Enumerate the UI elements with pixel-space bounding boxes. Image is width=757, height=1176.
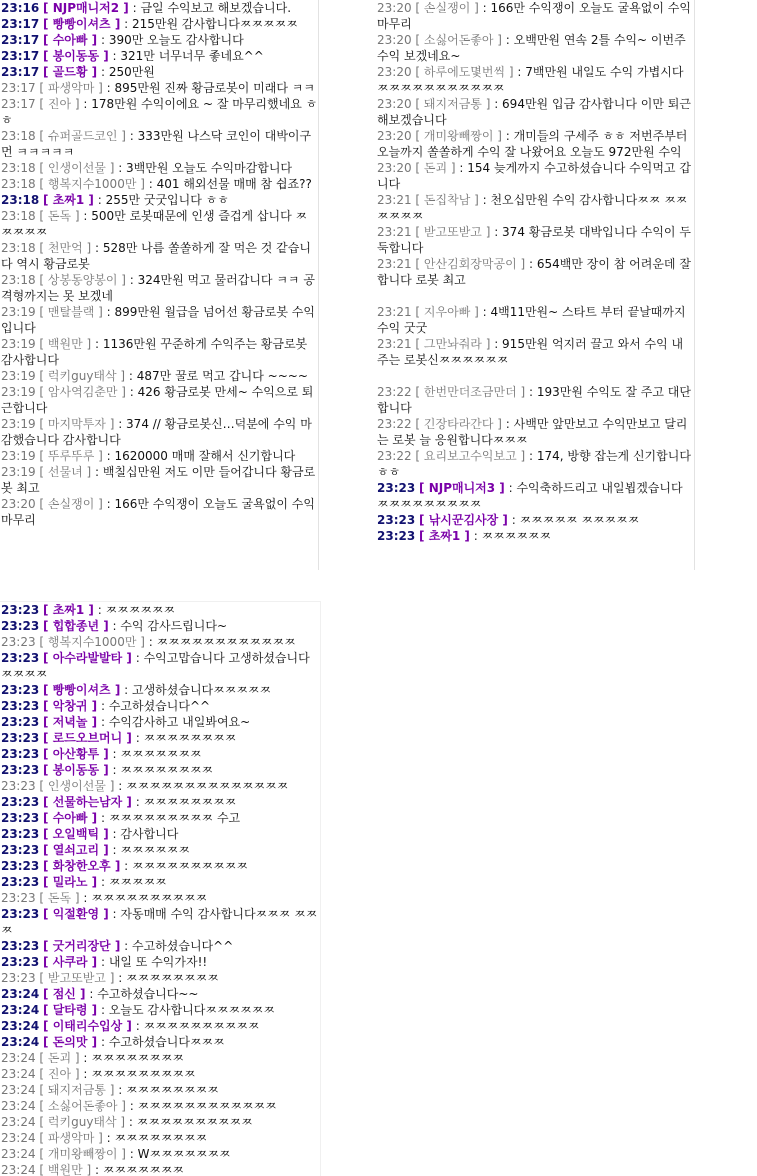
message-timestamp: 23:23 [1,875,40,889]
chat-message: 23:24 [ 점신 ] : 수고하셨습니다~~ [1,987,199,1001]
chat-message: 23:20 [ 소싫어돈좋아 ] : 오백만원 연속 2틀 수익~ 이번주 수익 보겠네요~ [377,33,686,63]
chat-message: 23:19 [ 맨탈블랙 ] : 899만원 월급을 넘어선 황금로봇 수익입니다 [1,305,315,335]
message-username: [ 상봉동양봉이 ] [39,273,126,287]
message-username: [ 돼지저금통 ] [39,1083,115,1097]
chat-log-panel-2[interactable] [376,0,695,570]
message-username: [ 돈독 ] [39,209,80,223]
message-text: 324만원 먹고 물러갑니다 ㅋㅋ 공격형까지는 못 보겠네 [1,273,315,303]
message-timestamp: 23:17 [1,65,40,79]
message-text: ㅉㅉㅉㅉㅉㅉ [481,529,552,543]
message-text: ㅉㅉㅉㅉㅉㅉㅉㅉ [126,971,219,985]
chat-message: 23:19 [ 뚜루뚜루 ] : 1620000 매매 잘해서 신기합니다 [1,449,296,463]
chat-message: 23:21 [ 안산김회장막공이 ] : 654백만 장이 참 어려운데 잘합니다 로봇 최고 [377,257,691,287]
message-text: 7백만원 내일도 수익 가볍시다ㅉㅉㅉㅉㅉㅉㅉㅉㅉㅉㅉ [377,65,684,95]
message-text: 1620000 매매 잘해서 신기합니다 [114,449,296,463]
chat-message: 23:18 [ 인생이선물 ] : 3백만원 오늘도 수익마감합니다 [1,161,293,175]
message-username: [ 아산황투 ] [43,747,109,761]
chat-message: 23:23 [ 로드오브머니 ] : ㅉㅉㅉㅉㅉㅉㅉㅉ [1,731,237,745]
chat-message: 23:20 [ 손실쟁이 ] : 166만 수익쟁이 오늘도 굴욕없이 수익 마무리 [377,1,691,31]
message-timestamp: 23:23 [377,513,416,527]
chat-message: 23:23 [ 화창한오후 ] : ㅉㅉㅉㅉㅉㅉㅉㅉㅉㅉ [1,859,248,873]
chat-message: 23:20 [ 손실쟁이 ] : 166만 수익쟁이 오늘도 굴욕없이 수익 마무리 [1,497,315,527]
message-username: [ 받고또받고 ] [415,225,491,239]
message-timestamp: 23:23 [1,971,36,985]
message-text: 수익고맙습니다 고생하셨습니다ㅉㅉㅉㅉ [1,651,310,681]
chat-message: 23:17 [ 진아 ] : 178만원 수익이에요 ~ 잘 마무리했네요 ㅎㅎ [1,97,318,127]
message-username: [ 돼지저금통 ] [415,97,491,111]
message-text: 528만 나름 쏠쏠하게 잘 먹은 것 같습니다 역시 황금로봇 [1,241,311,271]
chat-message: 23:20 [ 돈괴 ] : 154 늦게까지 수고하셨습니다 수익먹고 갑니다 [377,161,691,191]
message-timestamp: 23:22 [377,385,412,399]
message-text: ㅉㅉㅉㅉㅉㅉㅉㅉ [126,1083,219,1097]
message-text: 자동매매 수익 감사합니다ㅉㅉㅉ ㅉㅉㅉ [1,907,318,937]
message-text: ㅉㅉㅉㅉㅉㅉㅉㅉㅉㅉ [91,891,208,905]
message-timestamp: 23:19 [1,417,36,431]
chat-message: 23:24 [ 파생악마 ] : ㅉㅉㅉㅉㅉㅉㅉㅉ [1,1131,208,1145]
message-timestamp: 23:23 [1,763,40,777]
message-timestamp: 23:24 [1,1051,36,1065]
chat-message: 23:21 [ 받고또받고 ] : 374 황금로봇 대박입니다 수익이 두둑합니다 [377,225,691,255]
message-timestamp: 23:18 [1,161,36,175]
message-timestamp: 23:24 [1,1067,36,1081]
message-text: 감사합니다 [120,827,179,841]
message-timestamp: 23:16 [1,1,40,15]
chat-message: 23:19 [ 럭키guy태삭 ] : 487만 꿀로 먹고 갑니다 ~~~~ [1,369,308,383]
message-username: [ 봉이동동 ] [43,49,109,63]
chat-message: 23:23 [ 받고또받고 ] : ㅉㅉㅉㅉㅉㅉㅉㅉ [1,971,219,985]
chat-message: 23:23 [ 열쇠고리 ] : ㅉㅉㅉㅉㅉㅉ [1,843,190,857]
message-text: ㅉㅉㅉㅉㅉㅉㅉㅉ [91,1051,185,1065]
message-timestamp: 23:24 [1,1035,40,1049]
message-text: 255만 굿굿입니다 ㅎㅎ [105,193,229,207]
message-timestamp: 23:20 [377,161,412,175]
message-text: ㅉㅉㅉㅉㅉㅉㅉㅉㅉㅉ [136,1115,253,1129]
chat-message: 23:24 [ 달타령 ] : 오늘도 감사합니다ㅉㅉㅉㅉㅉㅉ [1,1003,275,1017]
message-timestamp: 23:19 [1,337,36,351]
chat-message: 23:16 [ NJP매니저2 ] : 금일 수익보고 해보겠습니다. [1,1,292,15]
message-username: [ 럭키guy태삭 ] [39,369,126,383]
chat-message: 23:24 [ 돼지저금통 ] : ㅉㅉㅉㅉㅉㅉㅉㅉ [1,1083,219,1097]
chat-message: 23:22 [ 요리보고수익보고 ] : 174, 방향 잡는게 신기합니다ㅎㅎ [377,449,691,479]
message-timestamp: 23:21 [377,337,412,351]
message-username: [ 초짜1 ] [43,603,94,617]
message-text: 178만원 수익이에요 ~ 잘 마무리했네요 ㅎㅎ [1,97,318,127]
message-timestamp: 23:20 [377,129,412,143]
message-timestamp: 23:20 [1,497,36,511]
message-text: 915만원 억지러 끌고 와서 수익 내주는 로봇신ㅉㅉㅉㅉㅉㅉ [377,337,684,367]
message-timestamp: 23:23 [1,859,40,873]
message-username: [ 소싫어돈좋아 ] [415,33,502,47]
message-timestamp: 23:21 [377,193,412,207]
chat-message: 23:17 [ 봉이동동 ] : 321만 너무너무 좋네요^^ [1,49,264,63]
message-username: [ 선물녀 ] [39,465,92,479]
message-text: 694만원 입금 감사합니다 이만 퇴근해보겠습니다 [377,97,691,127]
chat-message: 23:17 [ 빵빵이셔츠 ] : 215만원 감사합니다ㅉㅉㅉㅉㅉ [1,17,298,31]
message-username: [ 로드오브머니 ] [43,731,132,745]
message-text: 899만원 월급을 넘어선 황금로봇 수익입니다 [1,305,315,335]
message-username: [ 파생악마 ] [39,1131,103,1145]
chat-message: 23:23 [ 수아빠 ] : ㅉㅉㅉㅉㅉㅉㅉㅉㅉ 수고 [1,811,241,825]
message-timestamp: 23:18 [1,273,36,287]
chat-message: 23:23 [ 굿거리장단 ] : 수고하셨습니다^^ [1,939,234,953]
message-username: [ 굿거리장단 ] [43,939,121,953]
message-username: [ 초짜1 ] [43,193,94,207]
chat-message: 23:23 [ 악창귀 ] : 수고하셨습니다^^ [1,699,211,713]
message-username: [ 뚜루뚜루 ] [39,449,103,463]
message-text: 수고하셨습니다ㅉㅉㅉ [108,1035,225,1049]
message-text: ㅉㅉㅉㅉㅉㅉㅉㅉ [143,795,237,809]
message-text: 개미들의 구세주 ㅎㅎ 저번주부터 오늘까지 쏠쏠하게 수익 잘 나왔어요 오늘도 972만원 수익 [377,129,688,159]
message-username: [ 손실쟁이 ] [415,1,479,15]
chat-blank-line [376,288,694,304]
message-timestamp: 23:23 [1,635,36,649]
message-text: 500만 로봇때문에 인생 즐겁게 삽니다 ㅉㅉㅉㅉㅉ [1,209,308,239]
chat-log-panel-3[interactable] [0,601,321,1176]
message-username: [ 행복지수1000만 ] [39,177,145,191]
message-text: ㅉㅉㅉㅉㅉㅉㅉ [120,747,202,761]
chat-message: 23:21 [ 지우아빠 ] : 4백11만원~ 스타트 부터 끝날때까지 수익 굿굿 [377,305,686,335]
message-timestamp: 23:22 [377,449,412,463]
message-username: [ 오일백틱 ] [43,827,109,841]
message-username: [ 달타령 ] [43,1003,98,1017]
message-username: [ 빵빵이셔츠 ] [43,683,121,697]
message-text: 654백만 장이 참 어려운데 잘합니다 로봇 최고 [377,257,691,287]
message-text: ㅉㅉㅉㅉㅉㅉㅉㅉㅉㅉ [143,1019,260,1033]
message-username: [ 그만놔줘라 ] [415,337,491,351]
message-timestamp: 23:17 [1,49,40,63]
message-username: [ 돈집착남 ] [415,193,479,207]
message-timestamp: 23:24 [1,987,40,1001]
message-username: [ 익절환영 ] [43,907,109,921]
message-username: [ 맨탈블랙 ] [39,305,103,319]
chat-message: 23:24 [ 진아 ] : ㅉㅉㅉㅉㅉㅉㅉㅉㅉ [1,1067,196,1081]
message-username: [ 긴장타라간다 ] [415,417,502,431]
chat-message: 23:17 [ 파생악마 ] : 895만원 진짜 황금로봇이 미래다 ㅋㅋ [1,81,315,95]
message-text: 321만 너무너무 좋네요^^ [120,49,264,63]
chat-message: 23:24 [ 이태리수입상 ] : ㅉㅉㅉㅉㅉㅉㅉㅉㅉㅉ [1,1019,260,1033]
message-timestamp: 23:20 [377,65,412,79]
chat-message: 23:23 [ 초짜1 ] : ㅉㅉㅉㅉㅉㅉ [377,529,552,543]
message-timestamp: 23:23 [1,891,36,905]
message-username: [ 악창귀 ] [43,699,98,713]
chat-message: 23:23 [ 인생이선물 ] : ㅉㅉㅉㅉㅉㅉㅉㅉㅉㅉㅉㅉㅉㅉ [1,779,289,793]
message-username: [ 화창한오후 ] [43,859,121,873]
chat-message: 23:18 [ 초짜1 ] : 255만 굿굿입니다 ㅎㅎ [1,193,229,207]
message-username: [ 요리보고수익보고 ] [415,449,526,463]
message-timestamp: 23:24 [1,1083,36,1097]
chat-message: 23:24 [ 개미왕빼짱이 ] : Wㅉㅉㅉㅉㅉㅉㅉ [1,1147,231,1161]
message-timestamp: 23:17 [1,33,40,47]
message-timestamp: 23:19 [1,305,36,319]
chat-message: 23:18 [ 돈독 ] : 500만 로봇때문에 인생 즐겁게 삽니다 ㅉㅉㅉㅉㅉ [1,209,308,239]
message-username: [ 인생이선물 ] [39,779,115,793]
chat-message: 23:23 [ 익절환영 ] : 자동매매 수익 감사합니다ㅉㅉㅉ ㅉㅉㅉ [1,907,318,937]
message-text: 내일 또 수익가자!! [108,955,208,969]
message-username: [ 백원만 ] [39,337,92,351]
chat-message: 23:24 [ 돈괴 ] : ㅉㅉㅉㅉㅉㅉㅉㅉ [1,1051,185,1065]
message-text: 895만원 진짜 황금로봇이 미래다 ㅋㅋ [114,81,315,95]
message-username: [ 선물하는남자 ] [43,795,132,809]
message-username: [ 골드황 ] [43,65,98,79]
chat-message: 23:23 [ 행복지수1000만 ] : ㅉㅉㅉㅉㅉㅉㅉㅉㅉㅉㅉㅉ [1,635,296,649]
chat-message: 23:18 [ 행복지수1000만 ] : 401 해외선물 매매 참 쉽죠?? [1,177,312,191]
message-timestamp: 23:23 [1,715,40,729]
chat-message: 23:23 [ 빵빵이셔츠 ] : 고생하셨습니다ㅉㅉㅉㅉㅉ [1,683,272,697]
message-username: [ 한번만더조금만더 ] [415,385,526,399]
chat-message: 23:23 [ 돈독 ] : ㅉㅉㅉㅉㅉㅉㅉㅉㅉㅉ [1,891,208,905]
message-text: ㅉㅉㅉㅉㅉㅉ [105,603,176,617]
message-username: [ 인생이선물 ] [39,161,115,175]
message-text: ㅉㅉㅉㅉㅉㅉㅉㅉㅉㅉ [132,859,248,873]
chat-message: 23:23 [ 봉이동동 ] : ㅉㅉㅉㅉㅉㅉㅉㅉ [1,763,214,777]
message-timestamp: 23:20 [377,33,412,47]
message-username: [ 진아 ] [39,1067,80,1081]
message-username: [ 아수라발발타 ] [43,651,132,665]
message-username: [ 수아빠 ] [43,33,98,47]
chat-message: 23:22 [ 한번만더조금만더 ] : 193만원 수익도 잘 주고 대단합니다 [377,385,691,415]
message-timestamp: 23:18 [1,177,36,191]
chat-message: 23:23 [ 저녁놀 ] : 수익감사하고 내일봐여요~ [1,715,251,729]
message-timestamp: 23:23 [1,907,40,921]
chat-log-panel-1[interactable] [0,0,319,570]
message-timestamp: 23:20 [377,1,412,15]
chat-message: 23:23 [ 아수라발발타 ] : 수익고맙습니다 고생하셨습니다ㅉㅉㅉㅉ [1,651,310,681]
message-timestamp: 23:23 [1,731,40,745]
message-timestamp: 23:23 [1,619,40,633]
message-text: ㅉㅉㅉㅉㅉㅉㅉㅉㅉ [91,1067,196,1081]
chat-message: 23:23 [ NJP매니저3 ] : 수익축하드리고 내일뵙겠습니다 ㅉㅉㅉㅉㅉㅉㅉㅉㅉ [377,481,683,511]
message-text: ㅉㅉㅉㅉㅉㅉㅉ [102,1163,185,1176]
chat-message: 23:20 [ 돼지저금통 ] : 694만원 입금 감사합니다 이만 퇴근해보겠습니다 [377,97,691,127]
message-username: [ 열쇠고리 ] [43,843,109,857]
message-timestamp: 23:20 [377,97,412,111]
message-username: [ 슈퍼골드코인 ] [39,129,126,143]
message-timestamp: 23:24 [1,1099,36,1113]
message-username: [ 행복지수1000만 ] [39,635,145,649]
message-text: 수익 감사드립니다~ [120,619,228,633]
message-text: ㅉㅉㅉㅉㅉㅉㅉㅉ [114,1131,208,1145]
message-username: [ 지우아빠 ] [415,305,479,319]
message-timestamp: 23:18 [1,241,36,255]
chat-message: 23:18 [ 슈퍼골드코인 ] : 333만원 나스닥 코인이 대박이구먼 ㅋㅋㅋㅋㅋ [1,129,312,159]
message-timestamp: 23:18 [1,129,36,143]
chat-message: 23:23 [ 밀라노 ] : ㅉㅉㅉㅉㅉ [1,875,167,889]
message-text: 수고하셨습니다^^ [108,699,211,713]
message-timestamp: 23:23 [1,603,40,617]
message-timestamp: 23:17 [1,17,40,31]
message-timestamp: 23:23 [1,779,36,793]
message-username: [ 마지막투자 ] [39,417,115,431]
message-text: 사백만 앞만보고 수익만보고 달리는 로봇 늘 응원합니다ㅉㅉㅉ [377,417,688,447]
message-timestamp: 23:24 [1,1019,40,1033]
message-text: 천오십만원 수익 감사합니다ㅉㅉ ㅉㅉㅉㅉㅉㅉ [377,193,688,223]
message-text: 333만원 나스닥 코인이 대박이구먼 ㅋㅋㅋㅋㅋ [1,129,312,159]
message-timestamp: 23:24 [1,1147,36,1161]
message-text: 4백11만원~ 스타트 부터 끝날때까지 수익 굿굿 [377,305,686,335]
chat-blank-line [376,368,694,384]
message-username: [ 파생악마 ] [39,81,103,95]
message-text: ㅉㅉㅉㅉㅉㅉㅉㅉㅉㅉㅉㅉㅉㅉ [126,779,289,793]
message-text: Wㅉㅉㅉㅉㅉㅉㅉ [137,1147,231,1161]
message-timestamp: 23:23 [1,683,40,697]
chat-message: 23:20 [ 하루에도몇번씩 ] : 7백만원 내일도 수익 가볍시다ㅉㅉㅉㅉㅉㅉㅉㅉㅉㅉㅉ [377,65,684,95]
chat-message: 23:23 [ 초짜1 ] : ㅉㅉㅉㅉㅉㅉ [1,603,176,617]
message-username: [ 개미왕빼짱이 ] [39,1147,126,1161]
message-timestamp: 23:19 [1,369,36,383]
chat-message: 23:24 [ 소싫어돈좋아 ] : ㅉㅉㅉㅉㅉㅉㅉㅉㅉㅉㅉㅉ [1,1099,277,1113]
message-username: [ 사쿠라 ] [43,955,98,969]
message-timestamp: 23:23 [1,811,40,825]
message-text: 3백만원 오늘도 수익마감합니다 [126,161,293,175]
chat-message: 23:21 [ 그만놔줘라 ] : 915만원 억지러 끌고 와서 수익 내주는 로봇신ㅉㅉㅉㅉㅉㅉ [377,337,684,367]
message-text: 166만 수익쟁이 오늘도 굴욕없이 수익 마무리 [377,1,691,31]
chat-message: 23:24 [ 돈의맛 ] : 수고하셨습니다ㅉㅉㅉ [1,1035,225,1049]
chat-message: 23:23 [ 낚시꾼김사장 ] : ㅉㅉㅉㅉㅉ ㅉㅉㅉㅉㅉ [377,513,640,527]
message-timestamp: 23:23 [377,481,416,495]
message-text: 1136만원 꾸준하게 수익주는 황금로봇 감사합니다 [1,337,308,367]
message-text: 374 // 황금로봇신…덕분에 수익 마감했습니다 감사합니다 [1,417,312,447]
message-username: [ 수아빠 ] [43,811,98,825]
message-text: 193만원 수익도 잘 주고 대단합니다 [377,385,691,415]
message-timestamp: 23:21 [377,225,412,239]
message-text: ㅉㅉㅉㅉㅉㅉㅉㅉ [143,731,237,745]
message-username: [ 밀라노 ] [43,875,98,889]
chat-message: 23:19 [ 마지막투자 ] : 374 // 황금로봇신…덕분에 수익 마감했습니다 감사합니다 [1,417,312,447]
message-timestamp: 23:21 [377,257,412,271]
chat-message: 23:20 [ 개미왕빼짱이 ] : 개미들의 구세주 ㅎㅎ 저번주부터 오늘까지 쏠쏠하게 수익 잘 나왔어요 오늘도 972만원 수익 [377,129,688,159]
message-username: [ 초짜1 ] [419,529,470,543]
message-text: ㅉㅉㅉㅉㅉㅉ [120,843,190,857]
message-text: 오백만원 연속 2틀 수익~ 이번주 수익 보겠네요~ [377,33,686,63]
message-timestamp: 23:18 [1,209,36,223]
message-username: [ 힙합종년 ] [43,619,109,633]
message-timestamp: 23:19 [1,385,36,399]
message-text: 수익축하드리고 내일뵙겠습니다 ㅉㅉㅉㅉㅉㅉㅉㅉㅉ [377,481,683,511]
message-text: 215만원 감사합니다ㅉㅉㅉㅉㅉ [132,17,298,31]
message-username: [ 진아 ] [39,97,80,111]
message-text: ㅉㅉㅉㅉㅉㅉㅉㅉ [120,763,214,777]
message-text: 수고하셨습니다^^ [132,939,234,953]
message-text: 금일 수익보고 해보겠습니다. [140,1,292,15]
message-text: 오늘도 감사합니다ㅉㅉㅉㅉㅉㅉ [108,1003,275,1017]
message-username: [ 돈독 ] [39,891,80,905]
message-username: [ 점신 ] [43,987,86,1001]
message-username: [ 빵빵이셔츠 ] [43,17,121,31]
message-timestamp: 23:22 [377,417,412,431]
chat-message: 23:24 [ 럭키guy태삭 ] : ㅉㅉㅉㅉㅉㅉㅉㅉㅉㅉ [1,1115,253,1129]
message-text: 166만 수익쟁이 오늘도 굴욕없이 수익 마무리 [1,497,315,527]
chat-message: 23:19 [ 선물녀 ] : 백칠십만원 저도 이만 들어갑니다 황금로봇 최고 [1,465,316,495]
chat-message: 23:23 [ 오일백틱 ] : 감사합니다 [1,827,179,841]
message-timestamp: 23:23 [1,955,40,969]
message-timestamp: 23:17 [1,97,36,111]
message-timestamp: 23:23 [1,651,40,665]
chat-message: 23:23 [ 사쿠라 ] : 내일 또 수익가자!! [1,955,208,969]
message-text: 백칠십만원 저도 이만 들어갑니다 황금로봇 최고 [1,465,316,495]
chat-message: 23:18 [ 상봉동양봉이 ] : 324만원 먹고 물러갑니다 ㅋㅋ 공격형까지는 못 보겠네 [1,273,315,303]
message-text: ㅉㅉㅉㅉㅉㅉㅉㅉㅉ 수고 [108,811,241,825]
message-text: 250만원 [108,65,155,79]
chat-message: 23:23 [ 선물하는남자 ] : ㅉㅉㅉㅉㅉㅉㅉㅉ [1,795,237,809]
message-timestamp: 23:23 [1,699,40,713]
message-text: ㅉㅉㅉㅉㅉㅉㅉㅉㅉㅉㅉㅉ [156,635,296,649]
message-username: [ 손실쟁이 ] [39,497,103,511]
chat-message: 23:19 [ 암사역김춘만 ] : 426 황금로봇 만세~ 수익으로 퇴근합니다 [1,385,314,415]
message-text: 426 황금로봇 만세~ 수익으로 퇴근합니다 [1,385,314,415]
message-username: [ 돈괴 ] [415,161,456,175]
message-username: [ 받고또받고 ] [39,971,115,985]
message-text: ㅉㅉㅉㅉㅉ [108,875,167,889]
message-timestamp: 23:19 [1,449,36,463]
message-username: [ NJP매니저2 ] [43,1,129,15]
message-text: 고생하셨습니다ㅉㅉㅉㅉㅉ [132,683,272,697]
message-text: 374 황금로봇 대박입니다 수익이 두둑합니다 [377,225,691,255]
message-timestamp: 23:24 [1,1003,40,1017]
chat-message: 23:23 [ 힙합종년 ] : 수익 감사드립니다~ [1,619,228,633]
message-timestamp: 23:24 [1,1163,36,1176]
message-text: ㅉㅉㅉㅉㅉ ㅉㅉㅉㅉㅉ [519,513,640,527]
message-timestamp: 23:23 [1,827,40,841]
message-username: [ 돈괴 ] [39,1051,80,1065]
message-timestamp: 23:23 [1,939,40,953]
chat-message: 23:21 [ 돈집착남 ] : 천오십만원 수익 감사합니다ㅉㅉ ㅉㅉㅉㅉㅉㅉ [377,193,688,223]
message-username: [ 낚시꾼김사장 ] [419,513,508,527]
message-username: [ 소싫어돈좋아 ] [39,1099,126,1113]
message-username: [ 하루에도몇번씩 ] [415,65,514,79]
message-text: 401 해외선물 매매 참 쉽죠?? [156,177,312,191]
message-username: [ 돈의맛 ] [43,1035,98,1049]
chat-message: 23:23 [ 아산황투 ] : ㅉㅉㅉㅉㅉㅉㅉ [1,747,202,761]
message-username: [ 봉이동동 ] [43,763,109,777]
message-username: [ 천만억 ] [39,241,92,255]
chat-message: 23:17 [ 수아빠 ] : 390만 오늘도 감사합니다 [1,33,244,47]
chat-message: 23:17 [ 골드황 ] : 250만원 [1,65,155,79]
message-username: [ 안산김회장막공이 ] [415,257,526,271]
message-text: 수고하셨습니다~~ [97,987,199,1001]
chat-message: 23:22 [ 긴장타라간다 ] : 사백만 앞만보고 수익만보고 달리는 로봇 늘 응원합니다ㅉㅉㅉ [377,417,688,447]
message-timestamp: 23:19 [1,465,36,479]
message-text: 174, 방향 잡는게 신기합니다ㅎㅎ [377,449,691,479]
message-text: 수익감사하고 내일봐여요~ [108,715,251,729]
message-text: 154 늦게까지 수고하셨습니다 수익먹고 갑니다 [377,161,691,191]
message-username: [ NJP매니저3 ] [419,481,505,495]
message-text: ㅉㅉㅉㅉㅉㅉㅉㅉㅉㅉㅉㅉ [137,1099,277,1113]
message-timestamp: 23:23 [1,795,40,809]
message-text: 390만 오늘도 감사합니다 [108,33,244,47]
message-username: [ 럭키guy태삭 ] [39,1115,126,1129]
message-timestamp: 23:18 [1,193,40,207]
chat-message: 23:24 [ 백원만 ] : ㅉㅉㅉㅉㅉㅉㅉ [1,1163,185,1176]
message-username: [ 이태리수입상 ] [43,1019,132,1033]
message-username: [ 개미왕빼짱이 ] [415,129,502,143]
message-timestamp: 23:24 [1,1131,36,1145]
chat-message: 23:19 [ 백원만 ] : 1136만원 꾸준하게 수익주는 황금로봇 감사합니다 [1,337,308,367]
chat-message: 23:18 [ 천만억 ] : 528만 나름 쏠쏠하게 잘 먹은 것 같습니다 역시 황금로봇 [1,241,311,271]
message-username: [ 저녁놀 ] [43,715,98,729]
message-timestamp: 23:23 [377,529,416,543]
message-timestamp: 23:23 [1,747,40,761]
message-text: 487만 꿀로 먹고 갑니다 ~~~~ [136,369,308,383]
message-timestamp: 23:17 [1,81,36,95]
message-username: [ 백원만 ] [39,1163,92,1176]
message-timestamp: 23:24 [1,1115,36,1129]
message-timestamp: 23:23 [1,843,40,857]
message-timestamp: 23:21 [377,305,412,319]
message-username: [ 암사역김춘만 ] [39,385,126,399]
